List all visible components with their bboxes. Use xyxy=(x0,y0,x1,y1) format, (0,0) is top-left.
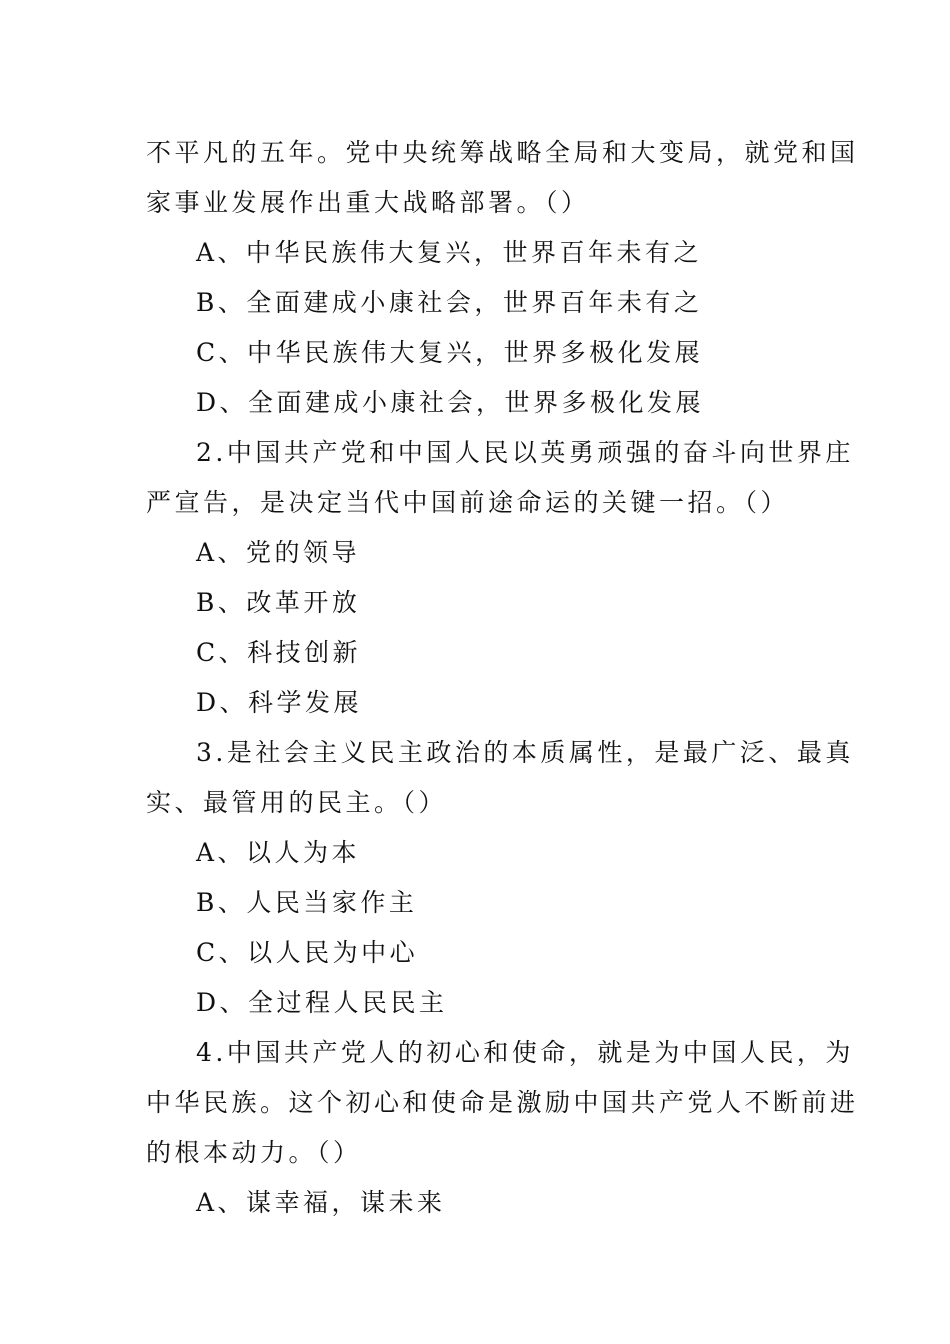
question-3-option-d: D、全过程人民民主 xyxy=(196,988,448,1017)
question-1-option-b: B、全面建成小康社会，世界百年未有之 xyxy=(196,288,703,317)
question-3-option-c: C、以人民为中心 xyxy=(196,938,419,967)
question-2-option-c: C、科技创新 xyxy=(196,638,362,667)
question-2-line-1: 2.中国共产党和中国人民以英勇顽强的奋斗向世界庄 xyxy=(196,438,854,467)
question-3-option-a: A、以人为本 xyxy=(196,838,361,867)
question-1-line-1: 不平凡的五年。党中央统筹战略全局和大变局，就党和国 xyxy=(146,138,859,167)
question-2-option-d: D、科学发展 xyxy=(196,688,363,717)
question-2-line-2: 严宣告，是决定当代中国前途命运的关键一招。（） xyxy=(146,488,790,517)
question-3-line-2: 实、最管用的民主。（） xyxy=(146,788,448,817)
question-4-line-1: 4.中国共产党人的初心和使命，就是为中国人民，为 xyxy=(196,1038,854,1067)
question-1-option-c: C、中华民族伟大复兴，世界多极化发展 xyxy=(196,338,704,367)
question-4-option-a: A、谋幸福，谋未来 xyxy=(196,1188,446,1217)
document-content xyxy=(146,128,859,1228)
question-1-option-d: D、全面建成小康社会，世界多极化发展 xyxy=(196,388,705,417)
question-1-line-2: 家事业发展作出重大战略部署。（） xyxy=(146,188,590,217)
question-3-line-1: 3.是社会主义民主政治的本质属性，是最广泛、最真 xyxy=(196,738,854,767)
question-2-option-b: B、改革开放 xyxy=(196,588,361,617)
question-4-line-3: 的根本动力。（） xyxy=(146,1138,362,1167)
question-3-option-b: B、人民当家作主 xyxy=(196,888,418,917)
question-1-option-a: A、中华民族伟大复兴，世界百年未有之 xyxy=(196,238,703,267)
question-4-line-2: 中华民族。这个初心和使命是激励中国共产党人不断前进 xyxy=(146,1088,859,1117)
question-2-option-a: A、党的领导 xyxy=(196,538,361,567)
